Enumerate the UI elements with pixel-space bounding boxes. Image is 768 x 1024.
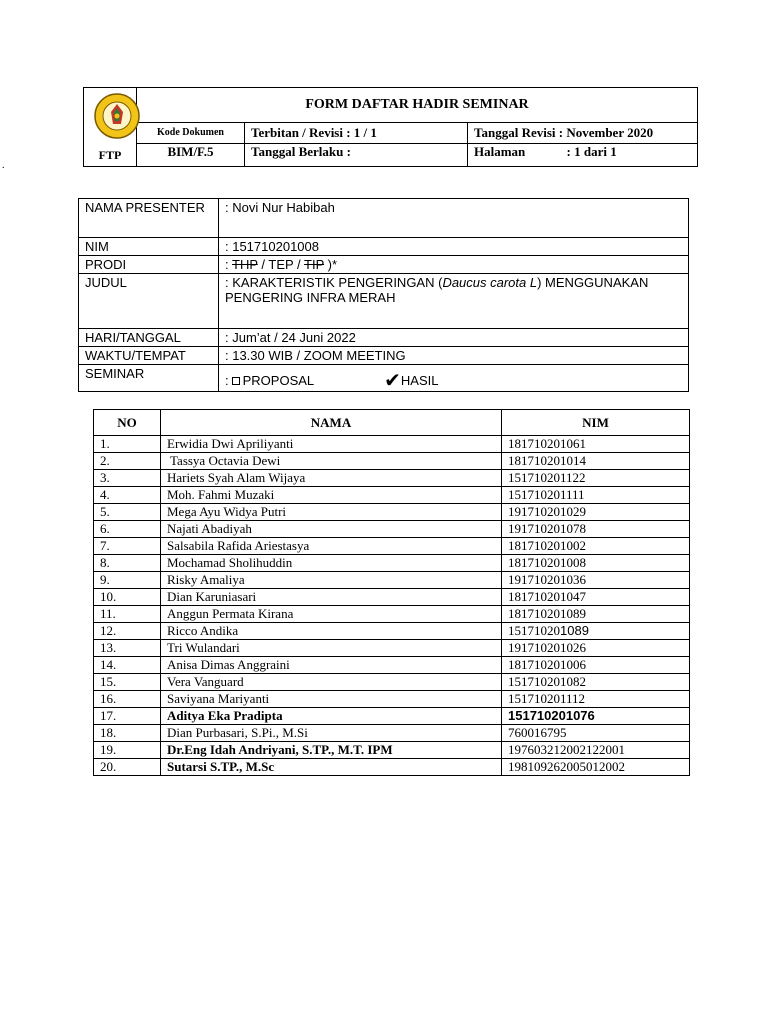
row-no: 6. [94, 521, 161, 538]
row-nama: Aditya Eka Pradipta [161, 708, 502, 725]
row-nim: 191710201036 [502, 572, 690, 589]
prodi-tip: TIP [304, 257, 325, 272]
table-header-row [94, 410, 690, 436]
row-nama: Sutarsi S.TP., M.Sc [161, 759, 502, 776]
seminar-proposal: PROPOSAL [242, 373, 315, 388]
seminar-label: SEMINAR [79, 365, 219, 392]
row-no: 17. [94, 708, 161, 725]
seminar-hasil: HASIL [400, 373, 439, 388]
row-nim: 191710201026 [502, 640, 690, 657]
tanggal-berlaku: Tanggal Berlaku : [245, 143, 468, 167]
row-nama: Saviyana Mariyanti [161, 691, 502, 708]
row-nama: Dian Karuniasari [161, 589, 502, 606]
seminar-colon: : [225, 373, 229, 388]
stray-mark: . [2, 160, 5, 171]
row-no: 8. [94, 555, 161, 572]
row-nama: Tassya Octavia Dewi [161, 453, 502, 470]
table-row [94, 742, 690, 759]
row-nama: Moh. Fahmi Muzaki [161, 487, 502, 504]
row-nama: Mochamad Sholihuddin [161, 555, 502, 572]
row-nama: Salsabila Rafida Ariestasya [161, 538, 502, 555]
nim-label: NIM [79, 238, 219, 256]
row-no: 4. [94, 487, 161, 504]
row-nim: 191710201078 [502, 521, 690, 538]
row-no: 20. [94, 759, 161, 776]
row-nim: 191710201029 [502, 504, 690, 521]
table-row [94, 555, 690, 572]
judul-italic: Daucus carota L [442, 275, 538, 290]
prodi-value [219, 256, 689, 274]
col-nim-header: NIM [502, 410, 690, 436]
row-nim: 151710201076 [502, 708, 690, 725]
prodi-thp: THP [232, 257, 258, 272]
prodi-tep: / TEP / [257, 257, 305, 272]
table-row [94, 708, 690, 725]
judul-post: ) MENGGUNAKAN PENGERING INFRA MERAH [225, 275, 649, 305]
row-nama: Mega Ayu Widya Putri [161, 504, 502, 521]
row-nama: Tri Wulandari [161, 640, 502, 657]
tanggal-revisi: Tanggal Revisi : November 2020 [468, 123, 698, 143]
col-no-header: NO [94, 410, 161, 436]
row-nim: 760016795 [502, 725, 690, 742]
table-row [94, 759, 690, 776]
row-no: 10. [94, 589, 161, 606]
nama-presenter-value: : Novi Nur Habibah [219, 199, 689, 238]
judul-label: JUDUL [79, 274, 219, 329]
prodi-tail: )* [324, 257, 338, 272]
logo-cell [84, 88, 137, 167]
row-nim: 181710201008 [502, 555, 690, 572]
form-title: FORM DAFTAR HADIR SEMINAR [137, 88, 698, 123]
prodi-colon: : [225, 257, 229, 272]
table-row [94, 589, 690, 606]
row-nama: Najati Abadiyah [161, 521, 502, 538]
row-nim: 181710201006 [502, 657, 690, 674]
hari-tanggal-value: : Jum’at / 24 Juni 2022 [219, 329, 689, 347]
table-row [94, 504, 690, 521]
row-nim: 151710201122 [502, 470, 690, 487]
waktu-tempat-value: : 13.30 WIB / ZOOM MEETING [219, 347, 689, 365]
seminar-value [219, 365, 689, 392]
row-nim: 181710201047 [502, 589, 690, 606]
row-no: 13. [94, 640, 161, 657]
seminar-info-table [78, 198, 689, 392]
table-row [94, 674, 690, 691]
row-nim [502, 623, 690, 640]
row-nim: 181710201014 [502, 453, 690, 470]
table-row [94, 538, 690, 555]
table-row [94, 725, 690, 742]
row-no: 9. [94, 572, 161, 589]
row-no: 19. [94, 742, 161, 759]
nim-value: : 151710201008 [219, 238, 689, 256]
row-nama: Ricco Andika [161, 623, 502, 640]
table-row [94, 606, 690, 623]
row-nim-part: 15171020 [508, 623, 560, 638]
judul-value [219, 274, 689, 329]
prodi-label: PRODI [79, 256, 219, 274]
row-nama: Risky Amaliya [161, 572, 502, 589]
check-icon: ✔ [384, 368, 401, 392]
halaman-value: : 1 dari 1 [566, 143, 617, 159]
row-nim: 151710201111 [502, 487, 690, 504]
row-nama: Dr.Eng Idah Andriyani, S.TP., M.T. IPM [161, 742, 502, 759]
row-nama: Erwidia Dwi Apriliyanti [161, 436, 502, 453]
row-nama: Vera Vanguard [161, 674, 502, 691]
row-nim: 151710201112 [502, 691, 690, 708]
col-nama-header: NAMA [161, 410, 502, 436]
row-nama: Anisa Dimas Anggraini [161, 657, 502, 674]
row-no: 18. [94, 725, 161, 742]
hari-tanggal-label: HARI/TANGGAL [79, 329, 219, 347]
bim-code: BIM/F.5 [137, 143, 245, 167]
row-no: 2. [94, 453, 161, 470]
row-nama: Anggun Permata Kirana [161, 606, 502, 623]
row-nim: 151710201082 [502, 674, 690, 691]
row-no: 16. [94, 691, 161, 708]
row-nim-part: 1089 [560, 623, 589, 638]
table-row [94, 640, 690, 657]
ftp-label: FTP [98, 148, 122, 162]
table-row [94, 623, 690, 640]
table-row [94, 691, 690, 708]
row-no: 5. [94, 504, 161, 521]
nama-presenter-label: NAMA PRESENTER [79, 199, 219, 238]
row-nim: 181710201061 [502, 436, 690, 453]
proposal-checkbox [232, 377, 240, 385]
row-no: 15. [94, 674, 161, 691]
judul-pre: : KARAKTERISTIK PENGERINGAN ( [225, 275, 443, 290]
waktu-tempat-label: WAKTU/TEMPAT [79, 347, 219, 365]
table-row [94, 521, 690, 538]
row-nim: 181710201002 [502, 538, 690, 555]
row-nama: Hariets Syah Alam Wijaya [161, 470, 502, 487]
attendance-table [93, 409, 690, 776]
row-no: 12. [94, 623, 161, 640]
university-logo-icon [93, 92, 141, 140]
row-nama: Dian Purbasari, S.Pi., M.Si [161, 725, 502, 742]
table-row [94, 470, 690, 487]
table-row [94, 436, 690, 453]
table-row [94, 657, 690, 674]
halaman-label: Halaman [474, 143, 526, 159]
row-no: 11. [94, 606, 161, 623]
document-header [83, 87, 698, 167]
row-no: 7. [94, 538, 161, 555]
table-row [94, 453, 690, 470]
halaman-cell [468, 143, 698, 167]
row-nim: 198109262005012002 [502, 759, 690, 776]
row-nim: 181710201089 [502, 606, 690, 623]
table-row [94, 487, 690, 504]
row-no: 1. [94, 436, 161, 453]
row-no: 3. [94, 470, 161, 487]
kode-dokumen-label: Kode Dokumen [137, 123, 245, 143]
terbitan-revisi: Terbitan / Revisi : 1 / 1 [245, 123, 468, 143]
row-no: 14. [94, 657, 161, 674]
table-row [94, 572, 690, 589]
row-nim: 197603212002122001 [502, 742, 690, 759]
